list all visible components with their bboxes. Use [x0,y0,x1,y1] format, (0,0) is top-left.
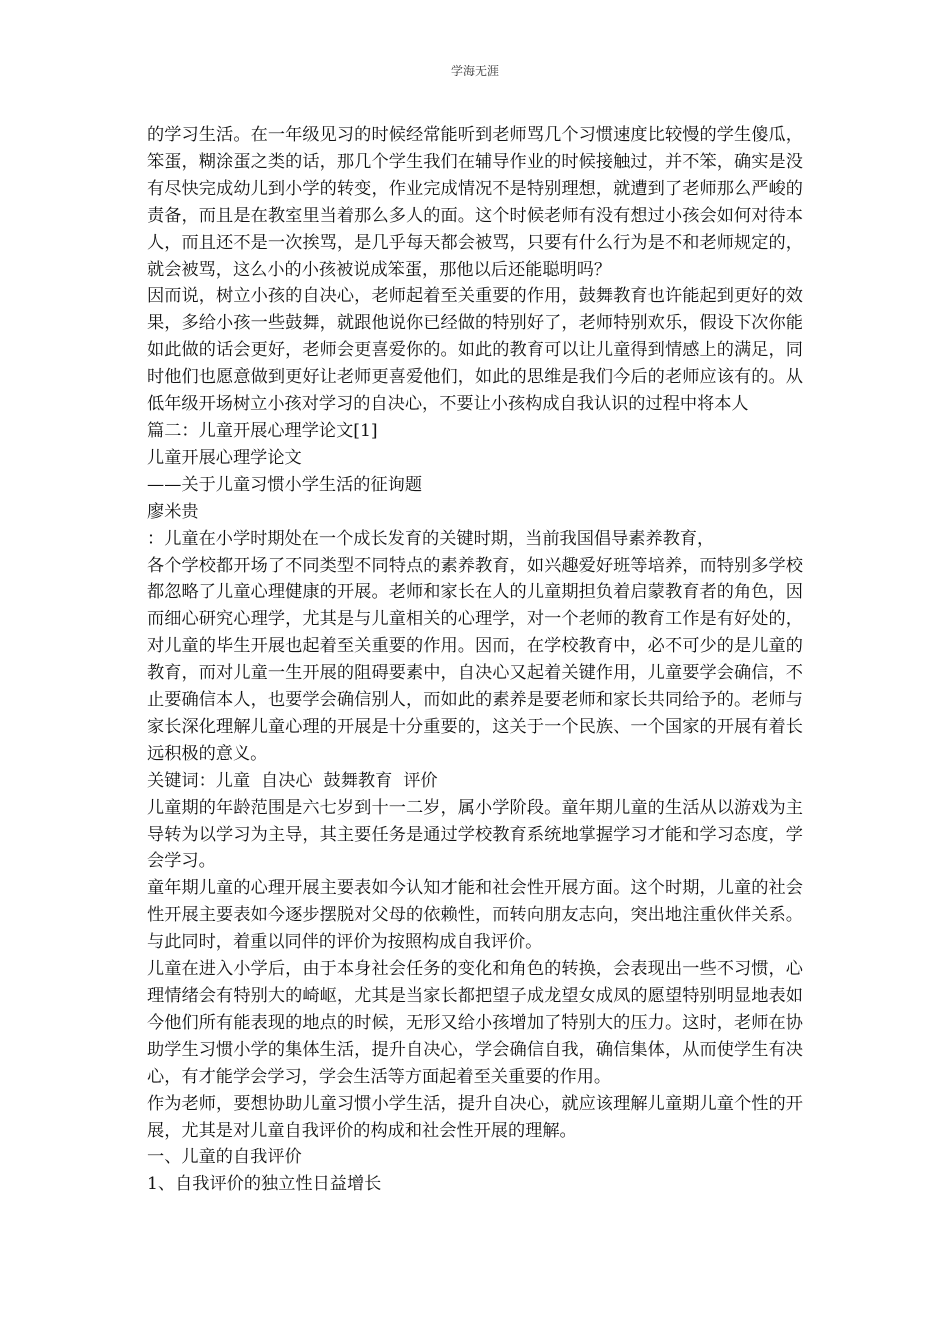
section-heading: 篇二：儿童开展心理学论文[1] [147,420,378,441]
paper-title: 儿童开展心理学论文 [147,447,302,468]
abstract-body: 各个学校都开场了不同类型不同特点的素养教育，如兴趣爱好班等培养，而特别多学校都忽略了儿童心理健康的开展。老师和家长在人的儿童期担负着启蒙教育者的角色，因而细心研究心理学，尤其是与儿童相关的心理学，对一个老师的教育工作是有好处的，对儿童的毕生开展也起着至关重要的作用。因而，在学校教育中，必不可少的是儿童的教育，而对儿童一生开展的阻碍要素中，自决心又起着关键作用，儿童要学会确信，不止要确信本人，也要学会确信别人，而如此的素养是要老师和家长共同给予的。老师与家长深化理解儿童心理的开展是十分重要的，这关于一个民族、一个国家的开展有着长远积极的意义。 [147,555,803,764]
abstract-lead: ：儿童在小学时期处在一个成长发育的关键时期，当前我国倡导素养教育， [147,528,715,549]
paper-subtitle: ——关于儿童习惯小学生活的征询题 [147,474,423,495]
subsection-heading: 1、自我评价的独立性日益增长 [147,1174,382,1195]
keywords: 关键词：儿童 自决心 鼓舞教育 评价 [147,770,438,791]
author-name: 廖米贵 [147,501,199,522]
page-header: 学海无涯 [450,64,499,78]
paragraph: 儿童期的年龄范围是六七岁到十一二岁，属小学阶段。童年期儿童的生活从以游戏为主导转为以学习为主导，其主要任务是通过学校教育系统地掌握学习才能和学习态度，学会学习。 [147,797,803,872]
paragraph: 作为老师，要想协助儿童习惯小学生活，提升自决心，就应该理解儿童期儿童个性的开展，尤其是对儿童自我评价的构成和社会性开展的理解。 [147,1093,803,1141]
paragraph: 因而说，树立小孩的自决心，老师起着至关重要的作用，鼓舞教育也许能起到更好的效果，多给小孩一些鼓舞，就跟他说你已经做的特别好了，老师特别欢乐，假设下次你能如此做的话会更好，老师会更喜爱你的。如此的教育可以让儿童得到情感上的满足，同时他们也愿意做到更好让老师更喜爱他们，如此的思维是我们今后的老师应该有的。从低年级开场树立小孩对学习的自决心，不要让小孩构成自我认识的过程中将本人 [147,286,803,415]
paragraph: 的学习生活。在一年级见习的时候经常能听到老师骂几个习惯速度比较慢的学生傻瓜，笨蛋，糊涂蛋之类的话，那几个学生我们在辅导作业的时候接触过，并不笨，确实是没有尽快完成幼儿到小学的转变，作业完成情况不是特别理想，就遭到了老师那么严峻的责备，而且是在教室里当着那么多人的面。这个时候老师有没有想过小孩会如何对待本人，而且还不是一次挨骂，是几乎每天都会被骂，只要有什么行为是不和老师规定的，就会被骂，这么小的小孩被说成笨蛋，那他以后还能聪明吗？ [147,125,803,280]
subsection-heading: 一、儿童的自我评价 [147,1147,302,1168]
paragraph: 童年期儿童的心理开展主要表如今认知才能和社会性开展方面。这个时期，儿童的社会性开展主要表如今逐步摆脱对父母的依赖性，而转向朋友志向，突出地注重伙伴关系。与此同时，着重以同伴的评价为按照构成自我评价。 [147,878,803,953]
paragraph: 儿童在进入小学后，由于本身社会任务的变化和角色的转换，会表现出一些不习惯，心理情绪会有特别大的崎岖，尤其是当家长都把望子成龙望女成凤的愿望特别明显地表如今他们所有能表现的地点的时候，无形又给小孩增加了特别大的压力。这时，老师在协助学生习惯小学的集体生活，提升自决心，学会确信自我，确信集体，从而使学生有决心，有才能学会学习，学会生活等方面起着至关重要的作用。 [147,959,803,1087]
document-body [147,122,803,1198]
